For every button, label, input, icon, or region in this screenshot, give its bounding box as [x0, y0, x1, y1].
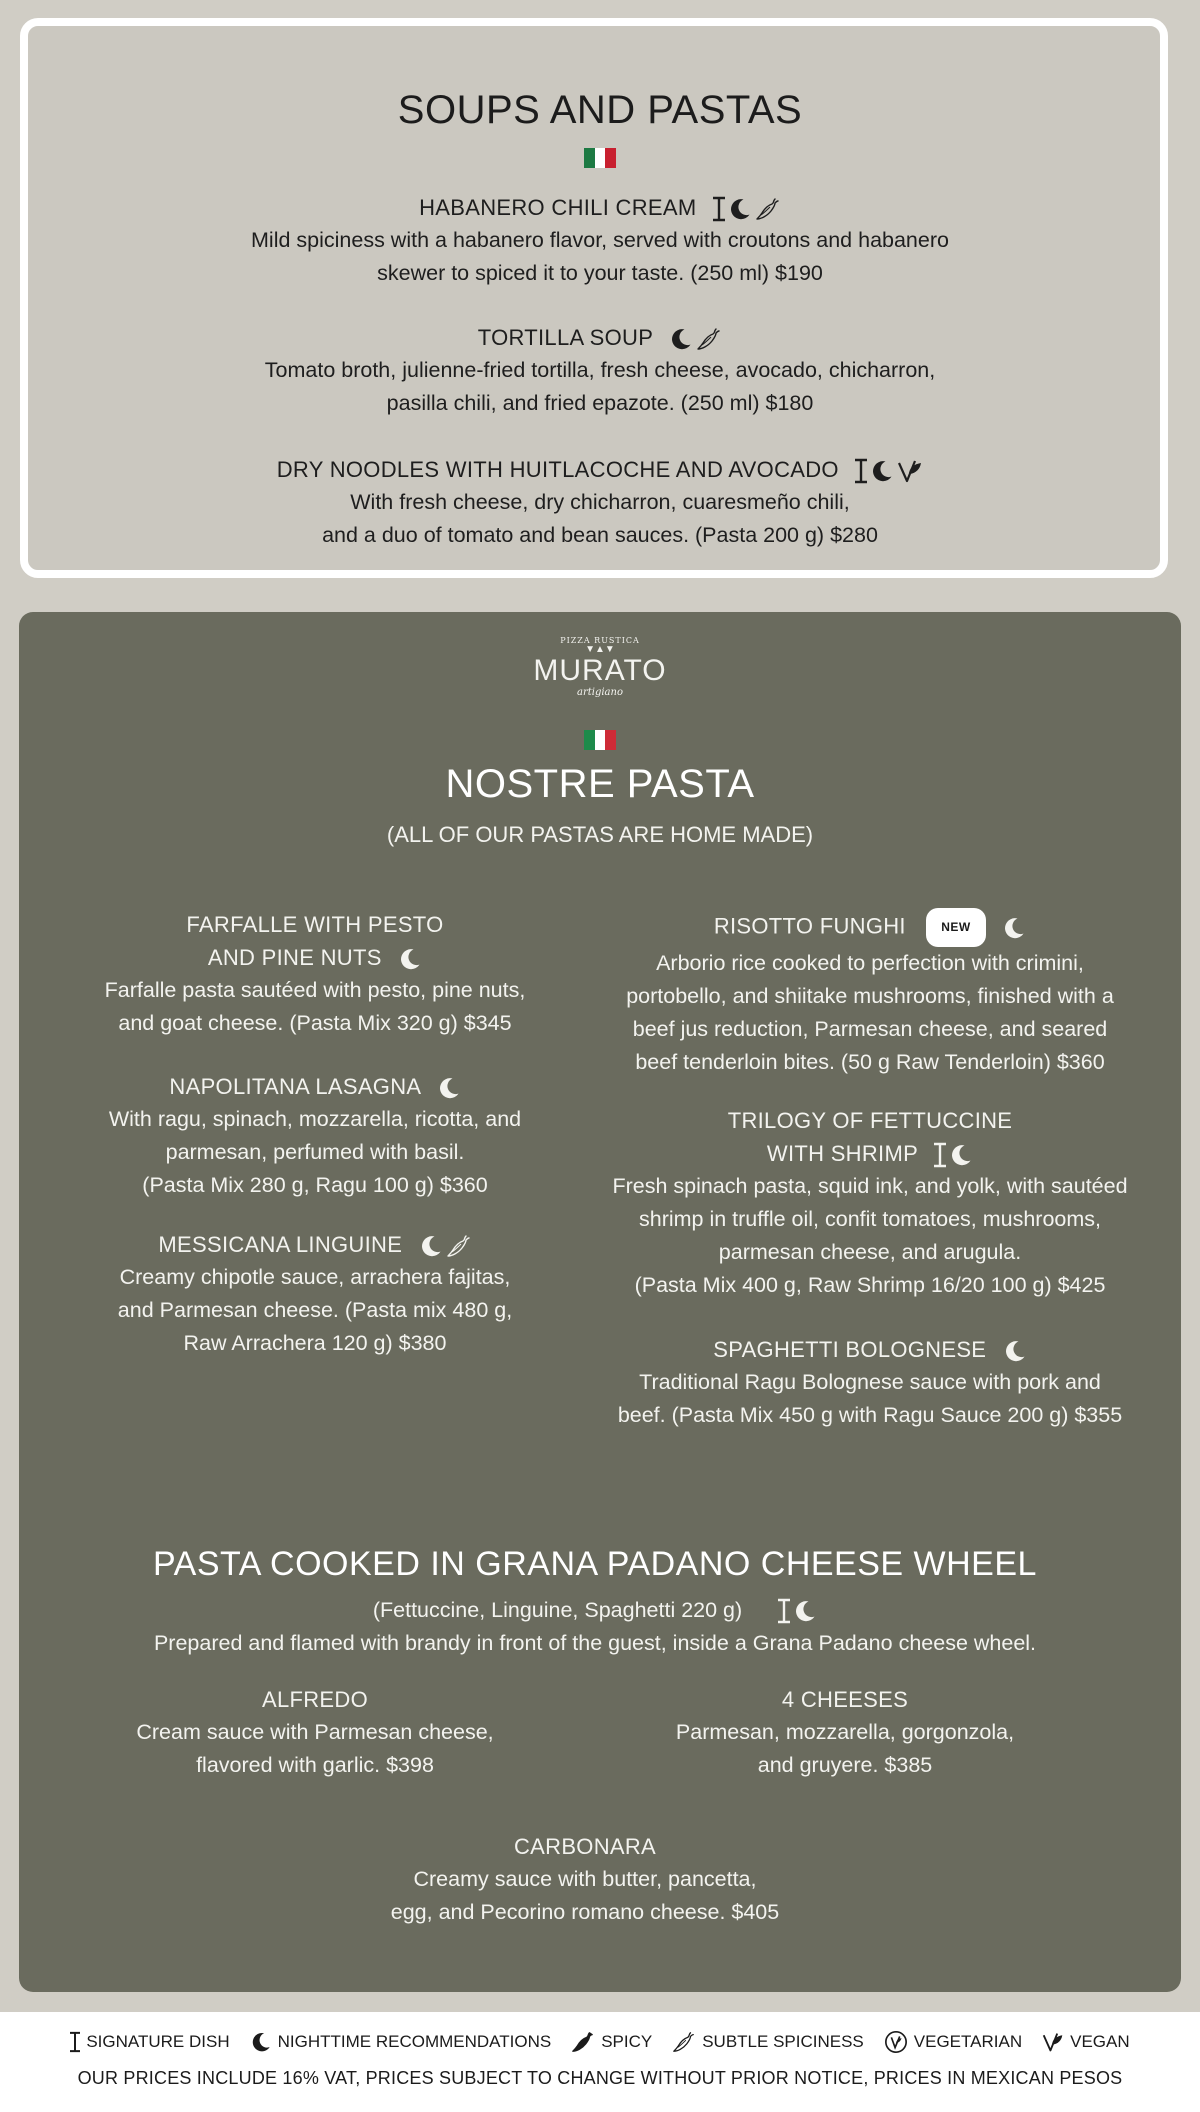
item-name: NAPOLITANA LASAGNA [169, 1074, 421, 1099]
legend-nighttime [250, 2031, 552, 2053]
item-desc-line: and Parmesan cheese. (Pasta mix 480 g, [117, 1298, 513, 1322]
footer [0, 2012, 1200, 2112]
menu-item [590, 908, 1150, 1079]
moon-icon [1002, 916, 1026, 940]
item-name: DRY NOODLES WITH HUITLACOCHE AND AVOCADO [276, 457, 839, 482]
grana-subtitle: (Fettuccine, Linguine, Spaghetti 220 g) [372, 1598, 743, 1622]
item-desc-line: (Pasta Mix 280 g, Ragu 100 g) $360 [142, 1173, 488, 1197]
pasta-section-subtitle: (ALL OF OUR PASTAS ARE HOME MADE) [386, 822, 814, 847]
menu-item [590, 1104, 1150, 1302]
logo-crown-icon: ▼▲▼ [585, 644, 615, 655]
legend-subtle [672, 2030, 864, 2054]
item-name: SPAGHETTI BOLOGNESE [713, 1337, 987, 1362]
new-badge: NEW [926, 908, 986, 947]
menu-item [90, 1683, 540, 1782]
item-desc-line: portobello, and shiitake mushrooms, finished with a [626, 984, 1114, 1008]
item-desc-line: parmesan, perfumed with basil. [165, 1140, 465, 1164]
vegetarian-icon [884, 2030, 908, 2054]
signature-icon [713, 196, 725, 222]
chili-outline-icon [755, 196, 781, 222]
item-desc-line: Cream sauce with Parmesan cheese, [136, 1720, 494, 1744]
item-name: FARFALLE WITH PESTO [186, 912, 444, 937]
item-desc-line: beef tenderloin bites. (50 g Raw Tenderloin) $360 [635, 1050, 1105, 1074]
legend-signature [70, 2031, 229, 2053]
item-name: TORTILLA SOUP [477, 325, 653, 350]
pasta-section-title: NOSTRE PASTA [445, 762, 755, 806]
item-name: 4 CHEESES [781, 1687, 909, 1712]
legend-label: VEGETARIAN [913, 2032, 1023, 2051]
item-name: CARBONARA [513, 1834, 657, 1859]
italy-flag-icon [584, 730, 616, 755]
chili-solid-icon [571, 2030, 595, 2054]
item-desc-line: and a duo of tomato and bean sauces. (Pasta 200 g) $280 [322, 523, 878, 547]
item-name: ALFREDO [261, 1687, 368, 1712]
item-desc-line: pasilla chili, and fried epazote. (250 ml) $180 [386, 391, 814, 415]
signature-icon [855, 458, 867, 484]
item-desc-line: Arborio rice cooked to perfection with crimini, [656, 951, 1084, 975]
menu-item [0, 322, 1200, 420]
moon-icon [398, 947, 422, 971]
item-desc-line: Creamy sauce with butter, pancetta, [413, 1867, 757, 1891]
legend-label: NIGHTTIME RECOMMENDATIONS [277, 2032, 552, 2051]
logo-bottom-text: artigiano [577, 687, 623, 698]
signature-icon [934, 1142, 946, 1168]
murato-logo [500, 636, 700, 698]
item-desc-line: (Pasta Mix 400 g, Raw Shrimp 16/20 100 g) $425 [634, 1273, 1106, 1297]
vegan-icon [1042, 2031, 1064, 2053]
menu-item [330, 1830, 840, 1929]
moon-icon [949, 1143, 973, 1167]
legend-label: VEGAN [1070, 2032, 1130, 2051]
chili-outline-icon [446, 1233, 472, 1259]
grana-subtitle-row [0, 1594, 1190, 1626]
logo-name: MURATO [533, 654, 667, 687]
legend-label: SIGNATURE DISH [86, 2032, 230, 2051]
item-desc-line: egg, and Pecorino romano cheese. $405 [390, 1900, 780, 1924]
vegan-icon [897, 458, 923, 484]
item-desc-line: skewer to spiced it to your taste. (250 ml) $190 [377, 261, 823, 285]
soups-section-title: SOUPS AND PASTAS [397, 88, 803, 132]
signature-icon [778, 1598, 790, 1624]
grana-intro: Prepared and flamed with brandy in front of the guest, inside a Grana Padano cheese wheel. [153, 1631, 1037, 1655]
moon-icon [1003, 1339, 1027, 1363]
grana-section-title: PASTA COOKED IN GRANA PADANO CHEESE WHEEL [153, 1545, 1037, 1583]
item-desc-line: parmesan cheese, and arugula. [718, 1240, 1022, 1264]
signature-icon [70, 2031, 80, 2053]
item-desc-line: flavored with garlic. $398 [196, 1753, 434, 1777]
item-desc-line: and gruyere. $385 [757, 1753, 933, 1777]
menu-item [60, 1070, 570, 1202]
item-desc-line: beef. (Pasta Mix 450 g with Ragu Sauce 200 g) $355 [617, 1403, 1123, 1427]
item-desc-line: beef jus reduction, Parmesan cheese, and seared [632, 1017, 1108, 1041]
item-desc-line: With ragu, spinach, mozzarella, ricotta, and [108, 1107, 522, 1131]
moon-icon [437, 1076, 461, 1100]
item-desc-line: Farfalle pasta sautéed with pesto, pine nuts, [104, 978, 526, 1002]
item-desc-line: With fresh cheese, dry chicharron, cuaresmeño chili, [350, 490, 850, 514]
moon-icon [250, 2031, 272, 2053]
item-desc-line: Fresh spinach pasta, squid ink, and yolk, with sautéed [612, 1174, 1128, 1198]
item-name: WITH SHRIMP [766, 1141, 918, 1166]
item-name: TRILOGY OF FETTUCCINE [727, 1108, 1013, 1133]
price-disclaimer: OUR PRICES INCLUDE 16% VAT, PRICES SUBJECT TO CHANGE WITHOUT PRIOR NOTICE, PRICES IN MEXICAN PESOS [77, 2068, 1123, 2088]
moon-icon [728, 197, 752, 221]
legend-vegan [1042, 2031, 1130, 2053]
legend-label: SPICY [601, 2032, 653, 2051]
menu-item [60, 1228, 570, 1360]
item-desc-line: Traditional Ragu Bolognese sauce with pork and [639, 1370, 1101, 1394]
moon-icon [793, 1599, 817, 1623]
legend-label: SUBTLE SPICINESS [702, 2032, 864, 2051]
item-name: MESSICANA LINGUINE [158, 1232, 403, 1257]
chili-outline-icon [696, 326, 722, 352]
mexico-flag-icon [584, 148, 616, 173]
item-desc-line: and goat cheese. (Pasta Mix 320 g) $345 [118, 1011, 512, 1035]
item-name: AND PINE NUTS [207, 945, 382, 970]
moon-icon [870, 459, 894, 483]
menu-item [620, 1683, 1070, 1782]
item-name: HABANERO CHILI CREAM [419, 195, 697, 220]
moon-icon [419, 1234, 443, 1258]
item-desc-line: Creamy chipotle sauce, arrachera fajitas, [119, 1265, 511, 1289]
legend-spicy [571, 2030, 652, 2054]
moon-icon [669, 327, 693, 351]
menu-item [0, 192, 1200, 290]
item-desc-line: shrimp in truffle oil, confit tomatoes, mushrooms, [638, 1207, 1102, 1231]
legend [0, 2030, 1200, 2054]
menu-item [590, 1333, 1150, 1432]
item-desc-line: Tomato broth, julienne-fried tortilla, fresh cheese, avocado, chicharron, [264, 358, 936, 382]
item-desc-line: Parmesan, mozzarella, gorgonzola, [675, 1720, 1015, 1744]
logo-top-text: PIZZA RUSTICA [560, 636, 640, 645]
menu-item [0, 454, 1200, 552]
chili-outline-icon [672, 2030, 696, 2054]
legend-vegetarian [884, 2030, 1022, 2054]
item-desc-line: Mild spiciness with a habanero flavor, served with croutons and habanero [251, 228, 949, 252]
menu-item [60, 908, 570, 1040]
item-name: RISOTTO FUNGHI [713, 913, 906, 939]
item-desc-line: Raw Arrachera 120 g) $380 [183, 1331, 447, 1355]
